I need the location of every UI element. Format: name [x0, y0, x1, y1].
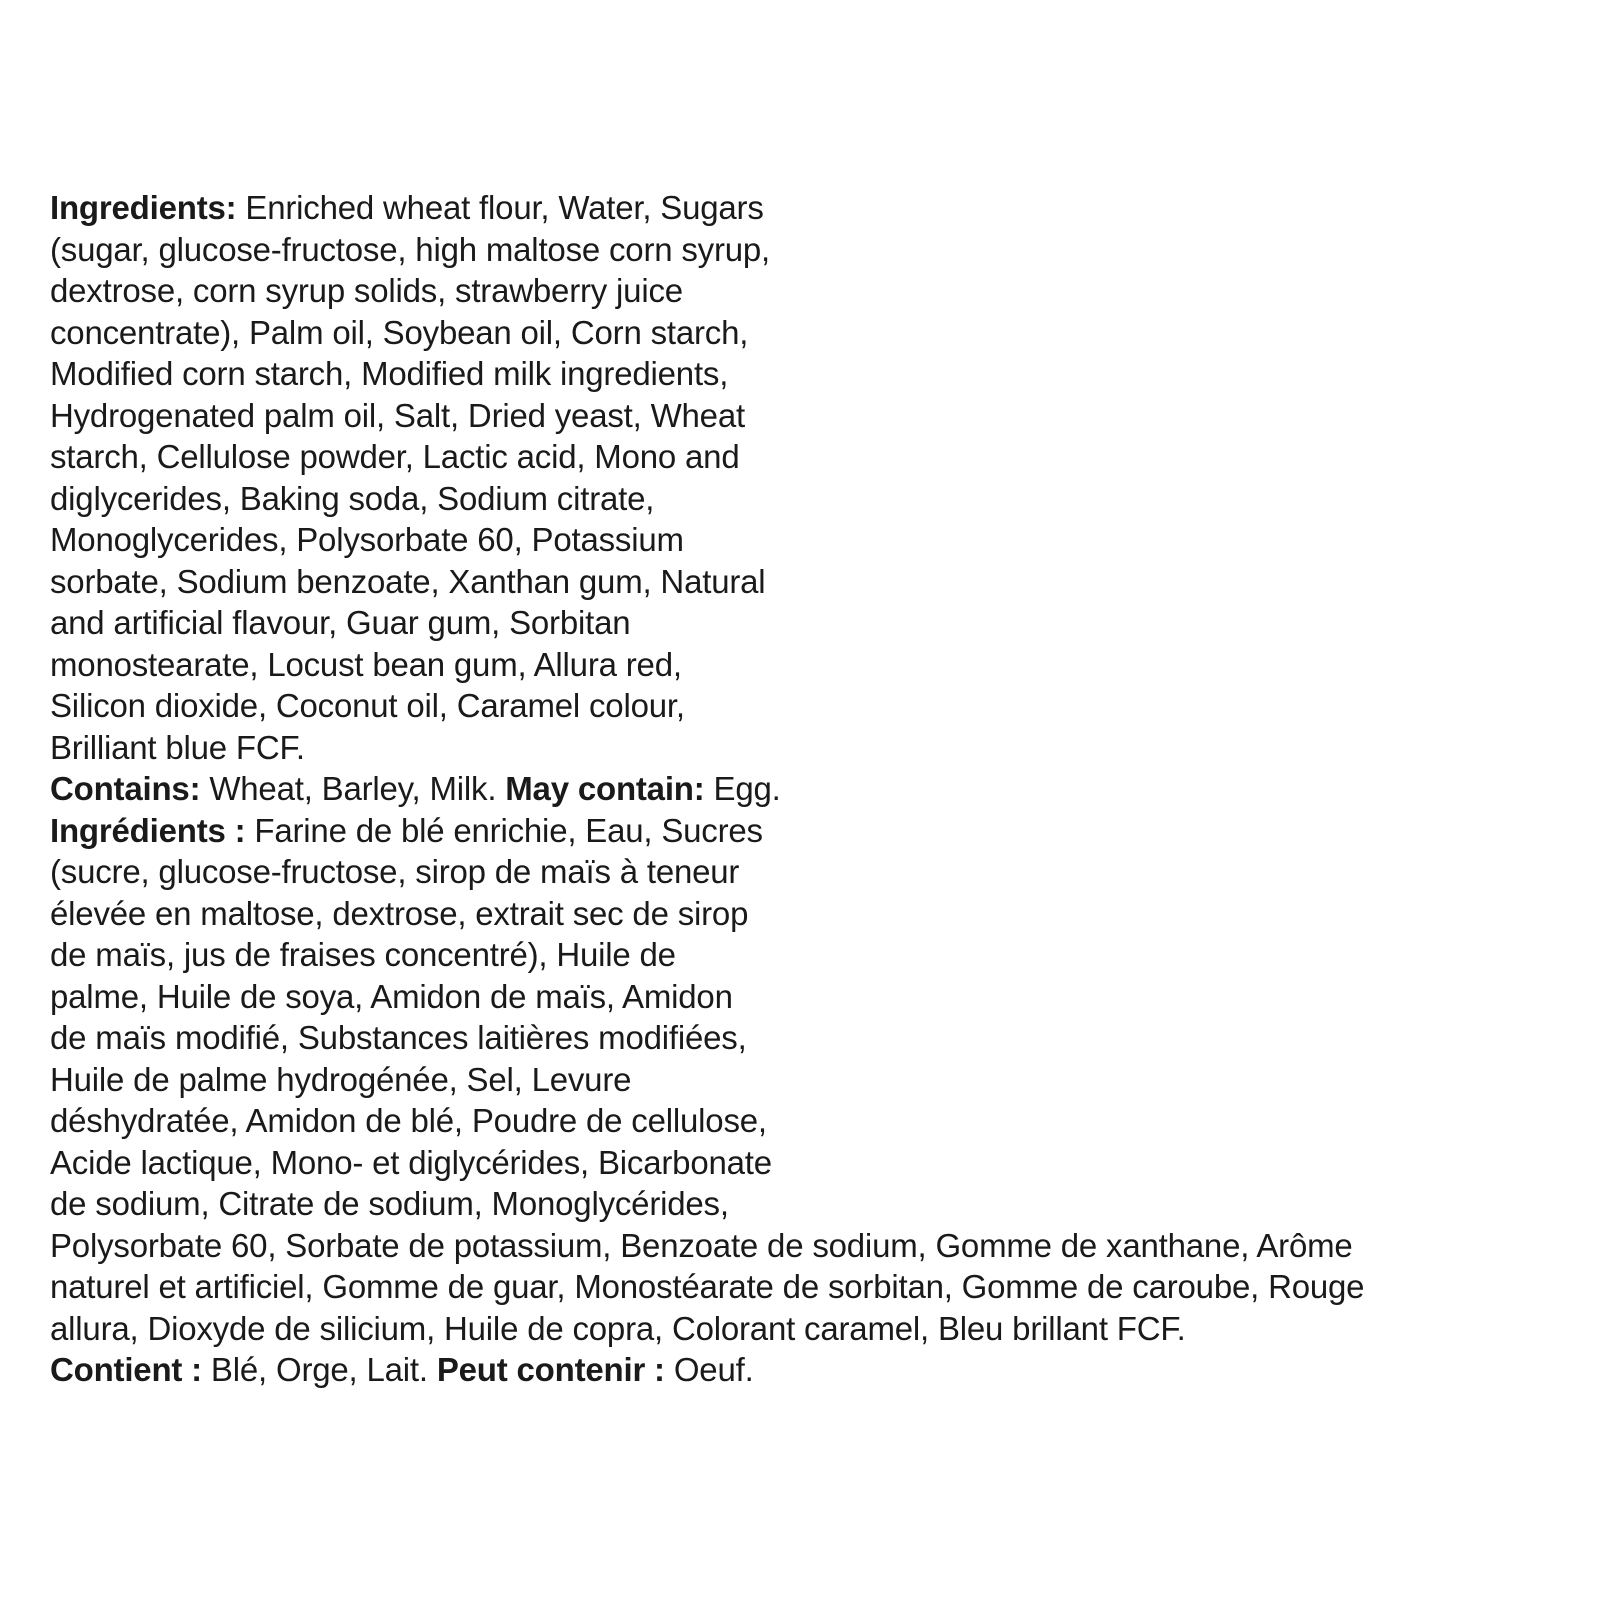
french-line-2: (sucre, glucose-fructose, sirop de maïs à teneur	[50, 853, 740, 890]
french-line-4: de maïs, jus de fraises concentré), Huile de	[50, 936, 676, 973]
english-line-11: and artificial flavour, Guar gum, Sorbitan	[50, 604, 631, 641]
english-line-12: monostearate, Locust bean gum, Allura red,	[50, 645, 682, 683]
french-line-3: élevée en maltose, dextrose, extrait sec de sirop	[50, 894, 749, 932]
english-may-contain-heading: May contain:	[505, 770, 705, 807]
french-line-12: naturel et artificiel, Gomme de guar, Monostéarate de sorbitan, Gomme de caroube, Rouge	[50, 1268, 1365, 1305]
french-contains-heading: Contient :	[50, 1351, 202, 1388]
english-line-3: dextrose, corn syrup solids, strawberry juice	[50, 272, 683, 309]
english-ingredients-heading: Ingredients:	[50, 189, 237, 226]
english-ingredients	[50, 187, 1580, 810]
french-allergens	[50, 1349, 1580, 1391]
french-line-1: Ingrédients : Farine de blé enrichie, Eau, Sucres	[50, 811, 763, 849]
english-line-8: diglycerides, Baking soda, Sodium citrate,	[50, 479, 655, 517]
english-allergens	[50, 768, 1580, 810]
english-line-9: Monoglycerides, Polysorbate 60, Potassium	[50, 521, 684, 558]
french-line-10: de sodium, Citrate de sodium, Monoglycérides,	[50, 1185, 729, 1222]
english-line-13: Silicon dioxide, Coconut oil, Caramel colour,	[50, 687, 685, 724]
french-ingredients-heading: Ingrédients :	[50, 811, 246, 849]
english-contains-heading: Contains:	[50, 770, 201, 807]
french-line-8: déshydratée, Amidon de blé, Poudre de cellulose,	[50, 1102, 767, 1139]
english-line-6: Hydrogenated palm oil, Salt, Dried yeast, Wheat	[50, 396, 745, 434]
english-contains-text: Wheat, Barley, Milk.	[200, 770, 506, 807]
ingredients-label	[50, 187, 1580, 1391]
english-line-10: sorbate, Sodium benzoate, Xanthan gum, Natural	[50, 562, 766, 600]
french-line-5: palme, Huile de soya, Amidon de maïs, Amidon	[50, 977, 733, 1015]
french-line-7: Huile de palme hydrogénée, Sel, Levure	[50, 1060, 632, 1098]
french-line-11: Polysorbate 60, Sorbate de potassium, Benzoate de sodium, Gomme de xanthane, Arôme	[50, 1226, 1353, 1264]
french-ingredients	[50, 810, 1580, 1391]
english-line-4: concentrate), Palm oil, Soybean oil, Corn starch,	[50, 313, 749, 351]
french-may-contain-heading: Peut contenir :	[436, 1351, 665, 1388]
french-line-6: de maïs modifié, Substances laitières modifiées,	[50, 1019, 747, 1056]
english-line-1: Ingredients: Enriched wheat flour, Water, Sugars	[50, 189, 764, 226]
english-may-contain-text: Egg.	[704, 770, 781, 807]
english-line-5: Modified corn starch, Modified milk ingredients,	[50, 355, 729, 392]
english-line-2: (sugar, glucose-fructose, high maltose corn syrup,	[50, 230, 771, 268]
english-line-14: Brilliant blue FCF.	[50, 728, 305, 766]
french-may-contain-text: Oeuf.	[664, 1351, 754, 1388]
english-line-7: starch, Cellulose powder, Lactic acid, Mono and	[50, 438, 740, 475]
french-line-13: allura, Dioxyde de silicium, Huile de copra, Colorant caramel, Bleu brillant FCF.	[50, 1309, 1186, 1347]
french-contains-text: Blé, Orge, Lait.	[201, 1351, 437, 1388]
french-line-9: Acide lactique, Mono- et diglycérides, Bicarbonate	[50, 1143, 772, 1181]
